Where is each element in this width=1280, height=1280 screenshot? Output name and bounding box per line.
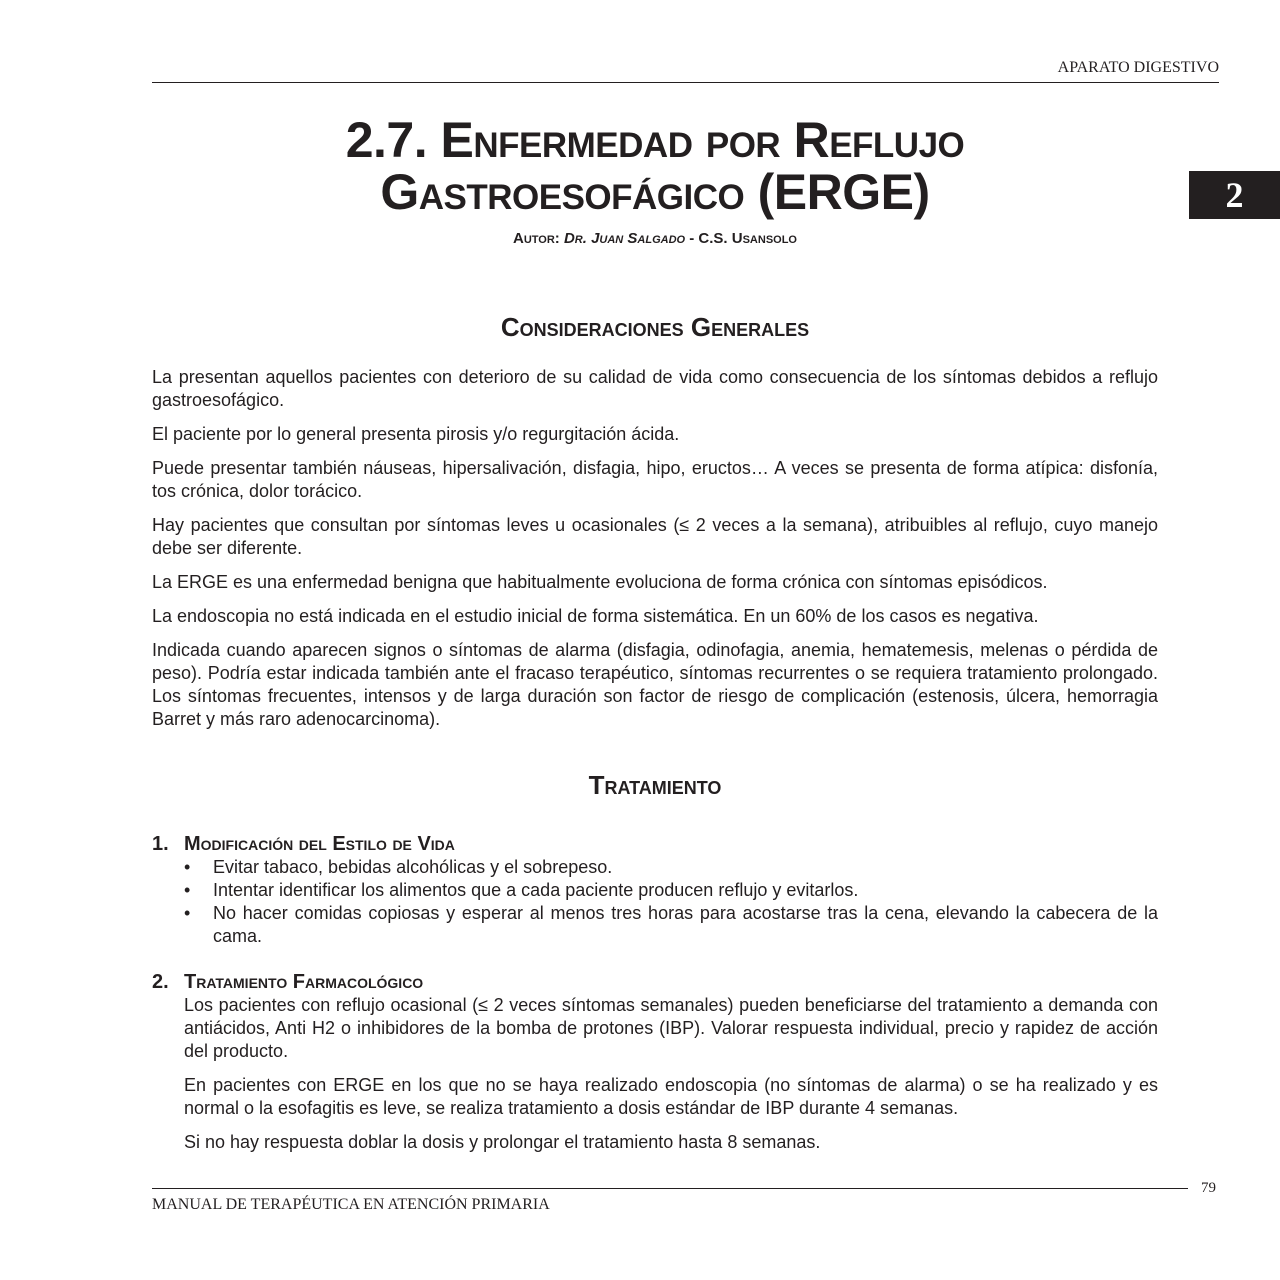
subsection-heading	[152, 971, 1158, 994]
subsection-number: 1.	[152, 833, 169, 855]
subsection-farmacologico	[152, 971, 1158, 1165]
running-header: APARATO DIGESTIVO	[1057, 59, 1219, 76]
paragraph: La endoscopia no está indicada en el estudio inicial de forma sistemática. En un 60% de los casos es negativa.	[152, 606, 1039, 626]
section-heading-tratamiento: Tratamiento	[588, 770, 722, 800]
author-name: Dr. Juan Salgado	[563, 230, 686, 247]
section-heading-consideraciones: Consideraciones Generales	[500, 312, 810, 342]
title-line-1	[152, 114, 1158, 166]
paragraph: El paciente por lo general presenta pirosis y/o regurgitación ácida.	[152, 424, 680, 444]
consideraciones-body	[152, 366, 1158, 742]
paragraph: En pacientes con ERGE en los que no se haya realizado endoscopia (no síntomas de alarma) o se ha realizado y es normal o la esofagitis es leve, se realiza tratamiento a dosis estándar de IBP durante 4 semanas.	[184, 1075, 1158, 1118]
subsection-number: 2.	[152, 971, 169, 993]
list-item	[184, 856, 1158, 879]
list-item-text: Evitar tabaco, bebidas alcohólicas y el sobrepeso.	[213, 857, 613, 877]
list-item-text: No hacer comidas copiosas y esperar al menos tres horas para acostarse tras la cena, elevando la cabecera de la cama.	[213, 903, 1158, 946]
footer-rule	[152, 1188, 1188, 1189]
list-item	[184, 902, 1158, 948]
subsection-body	[184, 994, 1158, 1154]
page-number: 79	[1201, 1180, 1216, 1196]
paragraph: Los pacientes con reflujo ocasional (≤ 2 veces síntomas semanales) pueden beneficiarse del tratamiento a demanda con antiácidos, Anti H2 o inhibidores de la bomba de protones (IBP). Valorar respuesta individual, precio y rapidez de acción del producto.	[184, 995, 1158, 1061]
author-affiliation: C.S. Usansolo	[698, 230, 797, 247]
subsection-estilo-de-vida	[152, 833, 1158, 948]
paragraph: La presentan aquellos pacientes con deterioro de su calidad de vida como consecuencia de los síntomas debidos a reflujo gastroesofágico.	[152, 367, 1158, 410]
title-number: 2.7.	[345, 112, 428, 168]
list-item	[184, 879, 1158, 902]
bullet-icon: •	[184, 880, 191, 900]
paragraph: La ERGE es una enfermedad benigna que habitualmente evoluciona de forma crónica con síntomas episódicos.	[152, 572, 1048, 592]
subsection-title: Modificación del Estilo de Vida	[184, 833, 455, 855]
paragraph: Hay pacientes que consultan por síntomas leves u ocasionales (≤ 2 veces a la semana), atribuibles al reflujo, cuyo manejo debe ser diferente.	[152, 515, 1158, 558]
bullet-icon: •	[184, 857, 191, 877]
paragraph: Si no hay respuesta doblar la dosis y prolongar el tratamiento hasta 8 semanas.	[184, 1132, 821, 1152]
title-text-1: Enfermedad por Reflujo	[440, 112, 965, 168]
bullet-list	[184, 856, 1158, 948]
title-line-2: Gastroesofágico (ERGE)	[380, 164, 930, 220]
list-item-text: Intentar identificar los alimentos que a cada paciente producen reflujo y evitarlos.	[213, 880, 859, 900]
bullet-icon: •	[184, 903, 191, 923]
author-line	[152, 230, 1158, 247]
subsection-heading	[152, 833, 1158, 856]
paragraph: Indicada cuando aparecen signos o síntomas de alarma (disfagia, odinofagia, anemia, hematemesis, melenas o pérdida de peso). Podría estar indicada también ante el fracaso terapéutico, síntomas recurrentes o se requiera tratamiento prolongado. Los síntomas frecuentes, intensos y de larga duración son factor de riesgo de complicación (estenosis, úlcera, hemorragia Barret y más raro adenocarcinoma).	[152, 640, 1158, 729]
header-rule	[152, 82, 1219, 83]
running-footer: MANUAL DE TERAPÉUTICA EN ATENCIÓN PRIMARIA	[152, 1196, 550, 1213]
page-title	[152, 114, 1158, 218]
subsection-title: Tratamiento Farmacológico	[184, 971, 424, 993]
chapter-tab: 2	[1189, 171, 1280, 219]
author-separator: -	[685, 230, 699, 247]
author-label: Autor:	[512, 230, 560, 247]
paragraph: Puede presentar también náuseas, hipersalivación, disfagia, hipo, eructos… A veces se presenta de forma atípica: disfonía, tos crónica, dolor torácico.	[152, 458, 1158, 501]
